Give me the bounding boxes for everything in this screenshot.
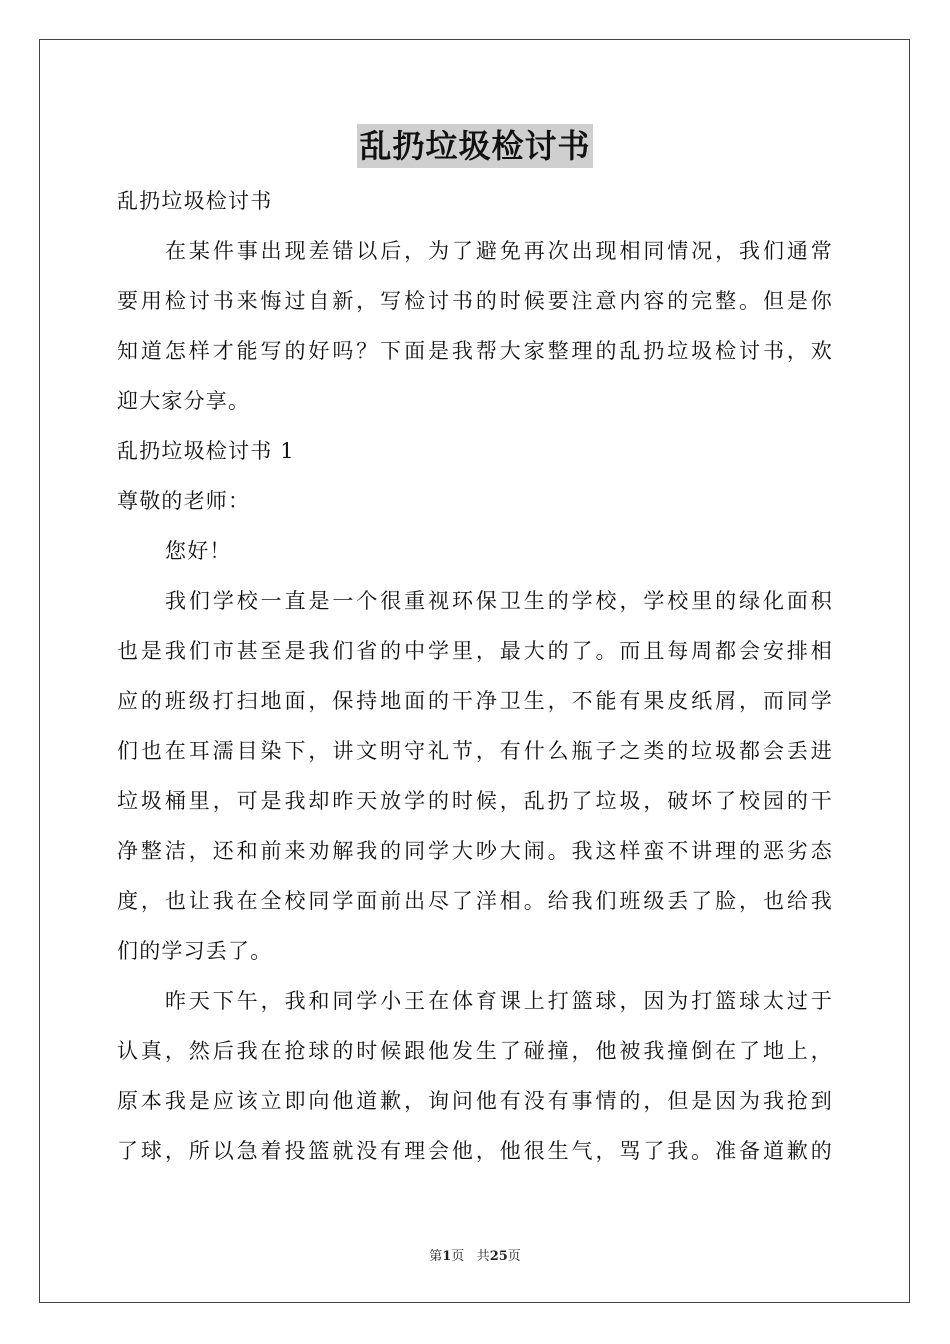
- intro-paragraph: [117, 226, 833, 426]
- paragraph-line: 们的学习丢了。: [117, 939, 273, 963]
- paragraph-line: 净整洁，还和前来劝解我的同学大吵大闹。我这样蛮不讲理的恶劣态: [117, 839, 833, 863]
- document-subtitle: 乱扔垃圾检讨书: [117, 189, 273, 213]
- paragraph-line: 了球，所以急着投篮就没有理会他，他很生气，骂了我。准备道歉的: [117, 1139, 833, 1163]
- page-footer: [0, 1245, 950, 1264]
- paragraph-line: 原本我是应该立即向他道歉，询问他有没有事情的，但是因为我抢到: [117, 1089, 833, 1113]
- paragraph-line: 认真，然后我在抢球的时候跟他发生了碰撞，他被我撞倒在了地上，: [117, 1039, 833, 1063]
- document-title: 乱扔垃圾检讨书: [357, 124, 592, 168]
- current-page-number: 1: [442, 1249, 452, 1264]
- total-page-count: 25: [489, 1249, 508, 1264]
- intro-line: 知道怎样才能写的好吗？下面是我帮大家整理的乱扔垃圾检讨书，欢: [117, 339, 833, 363]
- intro-line: 迎大家分享。: [117, 389, 251, 413]
- total-label-prefix: 共: [476, 1249, 490, 1264]
- document-body: [117, 176, 833, 1176]
- paragraph-line: 度，也让我在全校同学面前出尽了洋相。给我们班级丢了脸，也给我: [117, 889, 833, 913]
- paragraph-line: 也是我们市甚至是我们省的中学里，最大的了。而且每周都会安排相: [117, 639, 833, 663]
- paragraph-line: 们也在耳濡目染下，讲文明守礼节，有什么瓶子之类的垃圾都会丢进: [117, 739, 833, 763]
- body-paragraph-2: [117, 976, 833, 1176]
- body-paragraph-1: [117, 576, 833, 976]
- section-heading: 乱扔垃圾检讨书 1: [117, 439, 295, 463]
- page-label-prefix: 第: [429, 1249, 443, 1264]
- paragraph-line: 垃圾桶里，可是我却昨天放学的时候，乱扔了垃圾，破坏了校园的干: [117, 789, 833, 813]
- intro-line: 要用检讨书来悔过自新，写检讨书的时候要注意内容的完整。但是你: [117, 289, 833, 313]
- salutation: 尊敬的老师：: [117, 489, 251, 513]
- greeting: 您好！: [165, 539, 232, 563]
- paragraph-line: 我们学校一直是一个很重视环保卫生的学校，学校里的绿化面积: [165, 589, 833, 613]
- page-label-suffix: 页: [451, 1249, 465, 1264]
- paragraph-line: 应的班级打扫地面，保持地面的干净卫生，不能有果皮纸屑，而同学: [117, 689, 833, 713]
- paragraph-line: 昨天下午，我和同学小王在体育课上打篮球，因为打篮球太过于: [165, 989, 833, 1013]
- title-container: [0, 124, 950, 168]
- total-label-suffix: 页: [507, 1249, 521, 1264]
- intro-line: 在某件事出现差错以后，为了避免再次出现相同情况，我们通常: [165, 239, 833, 263]
